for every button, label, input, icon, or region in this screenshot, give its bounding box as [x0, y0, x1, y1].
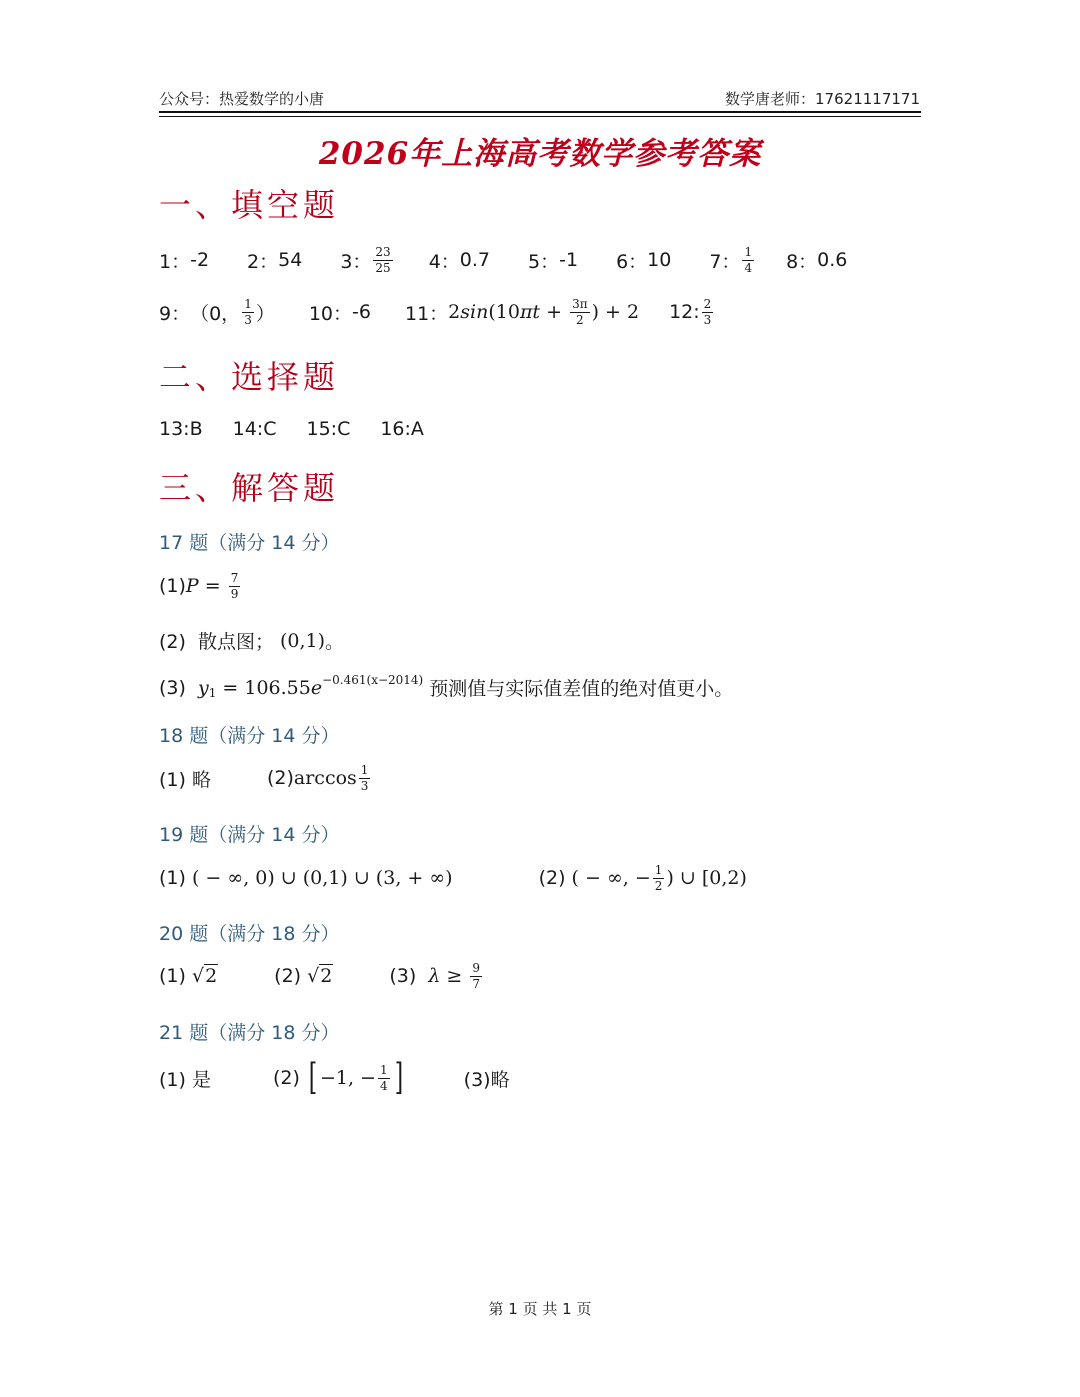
fraction: $\frac{1}{3}$ — [244, 297, 252, 327]
fill-answers-row-1 — [159, 246, 847, 274]
answer-q5: 5： -1 — [528, 249, 579, 273]
answer-q2: 2： 54 — [247, 249, 303, 273]
answer-q12: 12: $\frac{2}{3}$ — [669, 297, 712, 327]
section-choice-heading: 二、选择题 — [159, 358, 340, 396]
header-rule-thin — [159, 116, 921, 117]
question-20-heading: 20 题（满分 18 分） — [159, 923, 340, 945]
section-solve-heading: 三、解答题 — [159, 469, 340, 507]
q20-answers: (1) √2 (2) √2 (3) λ ≥ $\frac{9}{7}$ — [159, 961, 480, 991]
header-left-text: 公众号：热爱数学的小唐 — [159, 90, 325, 108]
fill-answers-row-2 — [159, 298, 715, 326]
question-19-heading: 19 题（满分 14 分） — [159, 824, 340, 846]
answer-q6: 6： 10 — [616, 249, 672, 273]
fraction: $\frac{1}{4}$ — [744, 245, 753, 275]
answer-q15: 15:C — [306, 418, 351, 440]
q17-part-2: (2) 散点图； (0,1) 。 — [159, 629, 345, 653]
document-title: 2026年上海高考数学参考答案 — [318, 136, 762, 172]
q17-part-1: (1) P = $\frac{7}{9}$ — [159, 571, 239, 601]
section-fill-heading: 一、填空题 — [159, 186, 340, 224]
header-rule-thick — [159, 111, 921, 113]
fraction: $\frac{3\pi}{2}$ — [572, 297, 588, 327]
answer-q14: 14:C — [232, 418, 277, 440]
header-right-text: 数学唐老师：17621117171 — [725, 90, 920, 108]
question-17-heading: 17 题（满分 14 分） — [159, 532, 340, 554]
fraction: $\frac{2}{3}$ — [703, 297, 712, 327]
choice-answers-row — [159, 418, 424, 440]
q19-answers: (1) ( − ∞, 0) ∪ (0,1) ∪ (3, + ∞) (2) ( − ∞, − $\frac{1}{2}$ ) ∪ [0,2) — [159, 863, 747, 893]
answer-q9: 9： （0， $\frac{1}{3}$ ） — [159, 297, 275, 327]
answer-q7: 7： $\frac{1}{4}$ — [709, 245, 753, 275]
answer-q13: 13:B — [159, 418, 203, 440]
q21-answers: (1) 是 (2) [ −1, − $\frac{1}{4}$ ] (3)略 — [159, 1057, 510, 1098]
q17-part-3: (3) y $_1$ = 106.55 e $^{-0.461(x-2014)}$ 预测值与实际值差值的绝对值更小。 — [159, 672, 734, 700]
fraction: $\frac{1}{3}$ — [360, 763, 369, 793]
sqrt-expression: √2 — [307, 965, 333, 988]
page-footer: 第 1 页 共 1 页 — [488, 1300, 592, 1318]
answer-q8: 8： 0.6 — [786, 249, 848, 273]
question-21-heading: 21 题（满分 18 分） — [159, 1022, 340, 1044]
answer-q11: 11： 2 sin (10 πt + $\frac{3\pi}{2}$ ) + 2 — [404, 297, 640, 327]
fraction: $\frac{1}{2}$ — [654, 863, 663, 893]
answer-q4: 4： 0.7 — [428, 249, 491, 273]
fraction: $\frac{23}{25}$ — [375, 245, 391, 275]
q18-answers: (1) 略 (2) arccos $\frac{1}{3}$ — [159, 763, 369, 793]
fraction: $\frac{9}{7}$ — [472, 961, 480, 991]
fraction: $\frac{1}{4}$ — [379, 1062, 388, 1093]
answer-q16: 16:A — [380, 418, 424, 440]
answer-q10: 10： -6 — [308, 301, 371, 325]
answer-q3: 3： $\frac{23}{25}$ — [340, 245, 391, 275]
fraction: $\frac{7}{9}$ — [230, 571, 239, 601]
sqrt-expression: √2 — [191, 965, 218, 988]
answer-q1: 1： -2 — [159, 249, 210, 273]
question-18-heading: 18 题（满分 14 分） — [159, 725, 340, 747]
